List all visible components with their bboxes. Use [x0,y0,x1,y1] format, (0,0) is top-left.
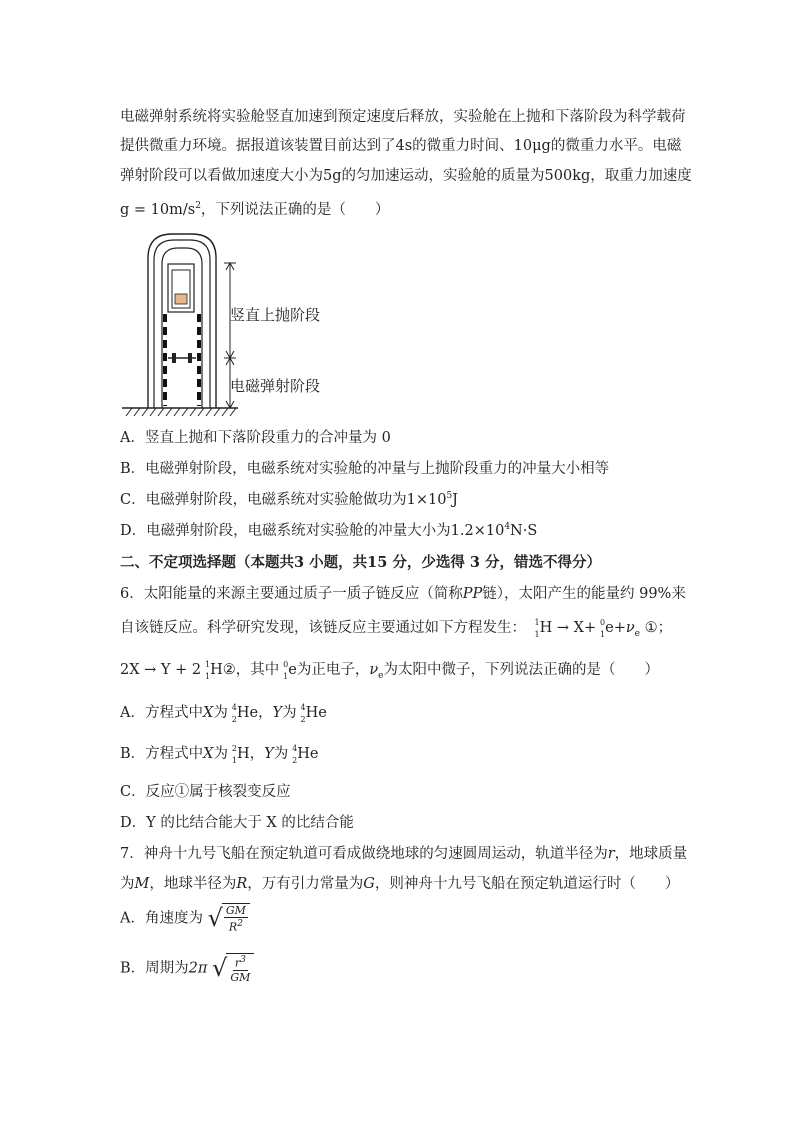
q5-mu-g: 10μ [513,138,542,154]
q5-option-c[interactable] [120,488,458,509]
q6-option-d[interactable] [120,811,354,832]
q7-line-1 [120,842,687,863]
option-text: B．周期为 [120,960,189,977]
q5-option-b[interactable] [120,457,609,478]
var-r: r [607,846,615,862]
option-exp: 5 [446,491,453,502]
q5-accel: 5g [323,168,342,184]
q6-pp: PP [462,586,483,602]
q6-option-c[interactable] [120,780,291,801]
option-letter: C． [120,784,146,800]
var-y: Y [264,746,274,762]
q5-stem-line-3-text: 弹射阶段可以看做加速度大小为 [120,168,323,184]
option-letter: B． [120,746,146,762]
q5-g-value: g = 10m/s [120,202,196,218]
var-g: G [363,876,375,892]
two-pi: 2π [188,960,208,977]
option-letter: B． [120,461,146,477]
q5-stem-line-4-tail: ，下列说法正确的是（ ） [200,202,390,218]
option-letter: A． [120,430,145,446]
q6-line-1 [120,582,686,603]
q5-stem-line-3-tail: 的匀加速运动，实验舱的质量为500kg，取重力加速度 [341,168,692,184]
q6-line-2 [120,616,672,639]
q6-eq1-mark: ①； [644,620,673,636]
q7-option-b[interactable] [120,953,254,984]
q6-text-tail: 链），太阳产生的能量约 99%来 [482,586,686,602]
var-m: M [134,876,150,892]
label-em-launch: 电磁弹射阶段 [230,377,321,395]
q5-option-d[interactable] [120,519,537,540]
q7-text: ，地球半径为 [149,876,237,892]
option-exp: 4 [504,522,511,533]
q5-stem-line-2-tail: g的微重力水平。电磁 [541,138,682,154]
option-text: 竖直上抛和下落阶段重力的合冲量为 0 [144,430,391,446]
option-text: 方程式中 [145,746,204,762]
option-unit: N·S [510,523,538,539]
q6-option-a[interactable]: A．方程式中X为 4 2 He，Y为 4 2 He [120,703,327,724]
q6-positron-text: 为正电子， [296,662,370,678]
q7-text: ，则神舟十九号飞船在预定轨道运行时（ ） [374,876,680,892]
option-text: 为 [213,705,228,721]
element: He [297,746,319,762]
var-x: X [202,705,214,721]
q7-text: 为 [120,876,135,892]
element: He [305,705,327,721]
option-text: Y 的比结合能大于 X 的比结合能 [146,815,354,831]
option-text: A．角速度为 [120,910,203,927]
sqrt-r3-gm: √ $\frac{r^3}{GM}$ [212,953,254,984]
q7-option-a[interactable] [120,903,250,934]
q6-option-b[interactable]: B．方程式中X为 2 1 H，Y为 4 2 He [120,744,319,765]
q5-g-exp: 2 [195,201,201,212]
q7-text: 7．神舟十九号飞船在预定轨道可看成做绕地球的匀速圆周运动，轨道半径为 [120,846,608,862]
label-vertical-throw: 竖直上抛阶段 [230,306,321,324]
option-unit: J [452,492,458,508]
q6-nu: ν [369,662,379,678]
element: H [236,746,250,762]
option-text: 电磁弹射阶段，电磁系统对实验舱的冲量大小为1.2×10 [146,523,505,539]
q5-figure [120,230,340,420]
section-2-title: 二、不定项选择题（本题共3 小题，共15 分，少选得 3 分，错选不得分） [120,554,602,571]
q6-eq2-head: 2X → Y + 2 [120,662,202,678]
q7-line-2 [120,872,679,893]
q6-text-tail: 为太阳中微子，下列说法正确的是（ ） [383,662,659,678]
q5-stem-line-3 [120,164,692,185]
var-r-earth: R [236,876,248,892]
var-x: X [203,746,214,762]
q5-stem-line-2-text: 提供微重力环境。据报道该装置目前达到了4s的微重力时间、 [120,138,514,154]
option-text: 方程式中 [144,705,203,721]
var-y: Y [272,705,283,721]
option-text: 电磁弹射阶段，电磁系统对实验舱做功为1×10 [145,492,447,508]
q5-stem-line-1: 电磁弹射系统将实验舱竖直加速到预定速度后释放，实验舱在上抛和下落阶段为科学载荷 [120,109,686,125]
q6-line-3: 2X → Y + 2 1 1 H②，其中 0 1 e为正电子，$\nu_e$为太阳中微子，下列说法正确的是（ ） [120,660,659,681]
q7-text: ，万有引力常量为 [247,876,364,892]
q6-text: 自该链反应。科学研究发现，该链反应主要通过如下方程发生： [120,620,526,636]
element: He [236,705,259,721]
q6-eq2-mark: ②，其中 [222,662,280,678]
q5-option-a[interactable] [120,426,391,447]
q6-equation-1: 1 1 H → X+ 0 1 $e+\nu_e$ [534,618,640,639]
q5-stem-line-2 [120,134,681,155]
option-text: 为 [213,746,228,762]
sqrt-gm-r2: √ $\frac{GM}{R^2}$ [208,903,250,934]
q7-text-tail: ，地球质量 [614,846,688,862]
option-letter: D． [120,815,147,831]
option-letter: A． [120,705,145,721]
q6-text: 6．太阳能量的来源主要通过质子一质子链反应（简称 [120,586,463,602]
option-text: 反应①属于核裂变反应 [145,784,291,800]
option-text: 电磁弹射阶段，电磁系统对实验舱的冲量与上抛阶段重力的冲量大小相等 [145,461,610,477]
option-letter: D． [120,523,147,539]
q5-stem-line-4 [120,198,389,219]
option-letter: C． [120,492,146,508]
